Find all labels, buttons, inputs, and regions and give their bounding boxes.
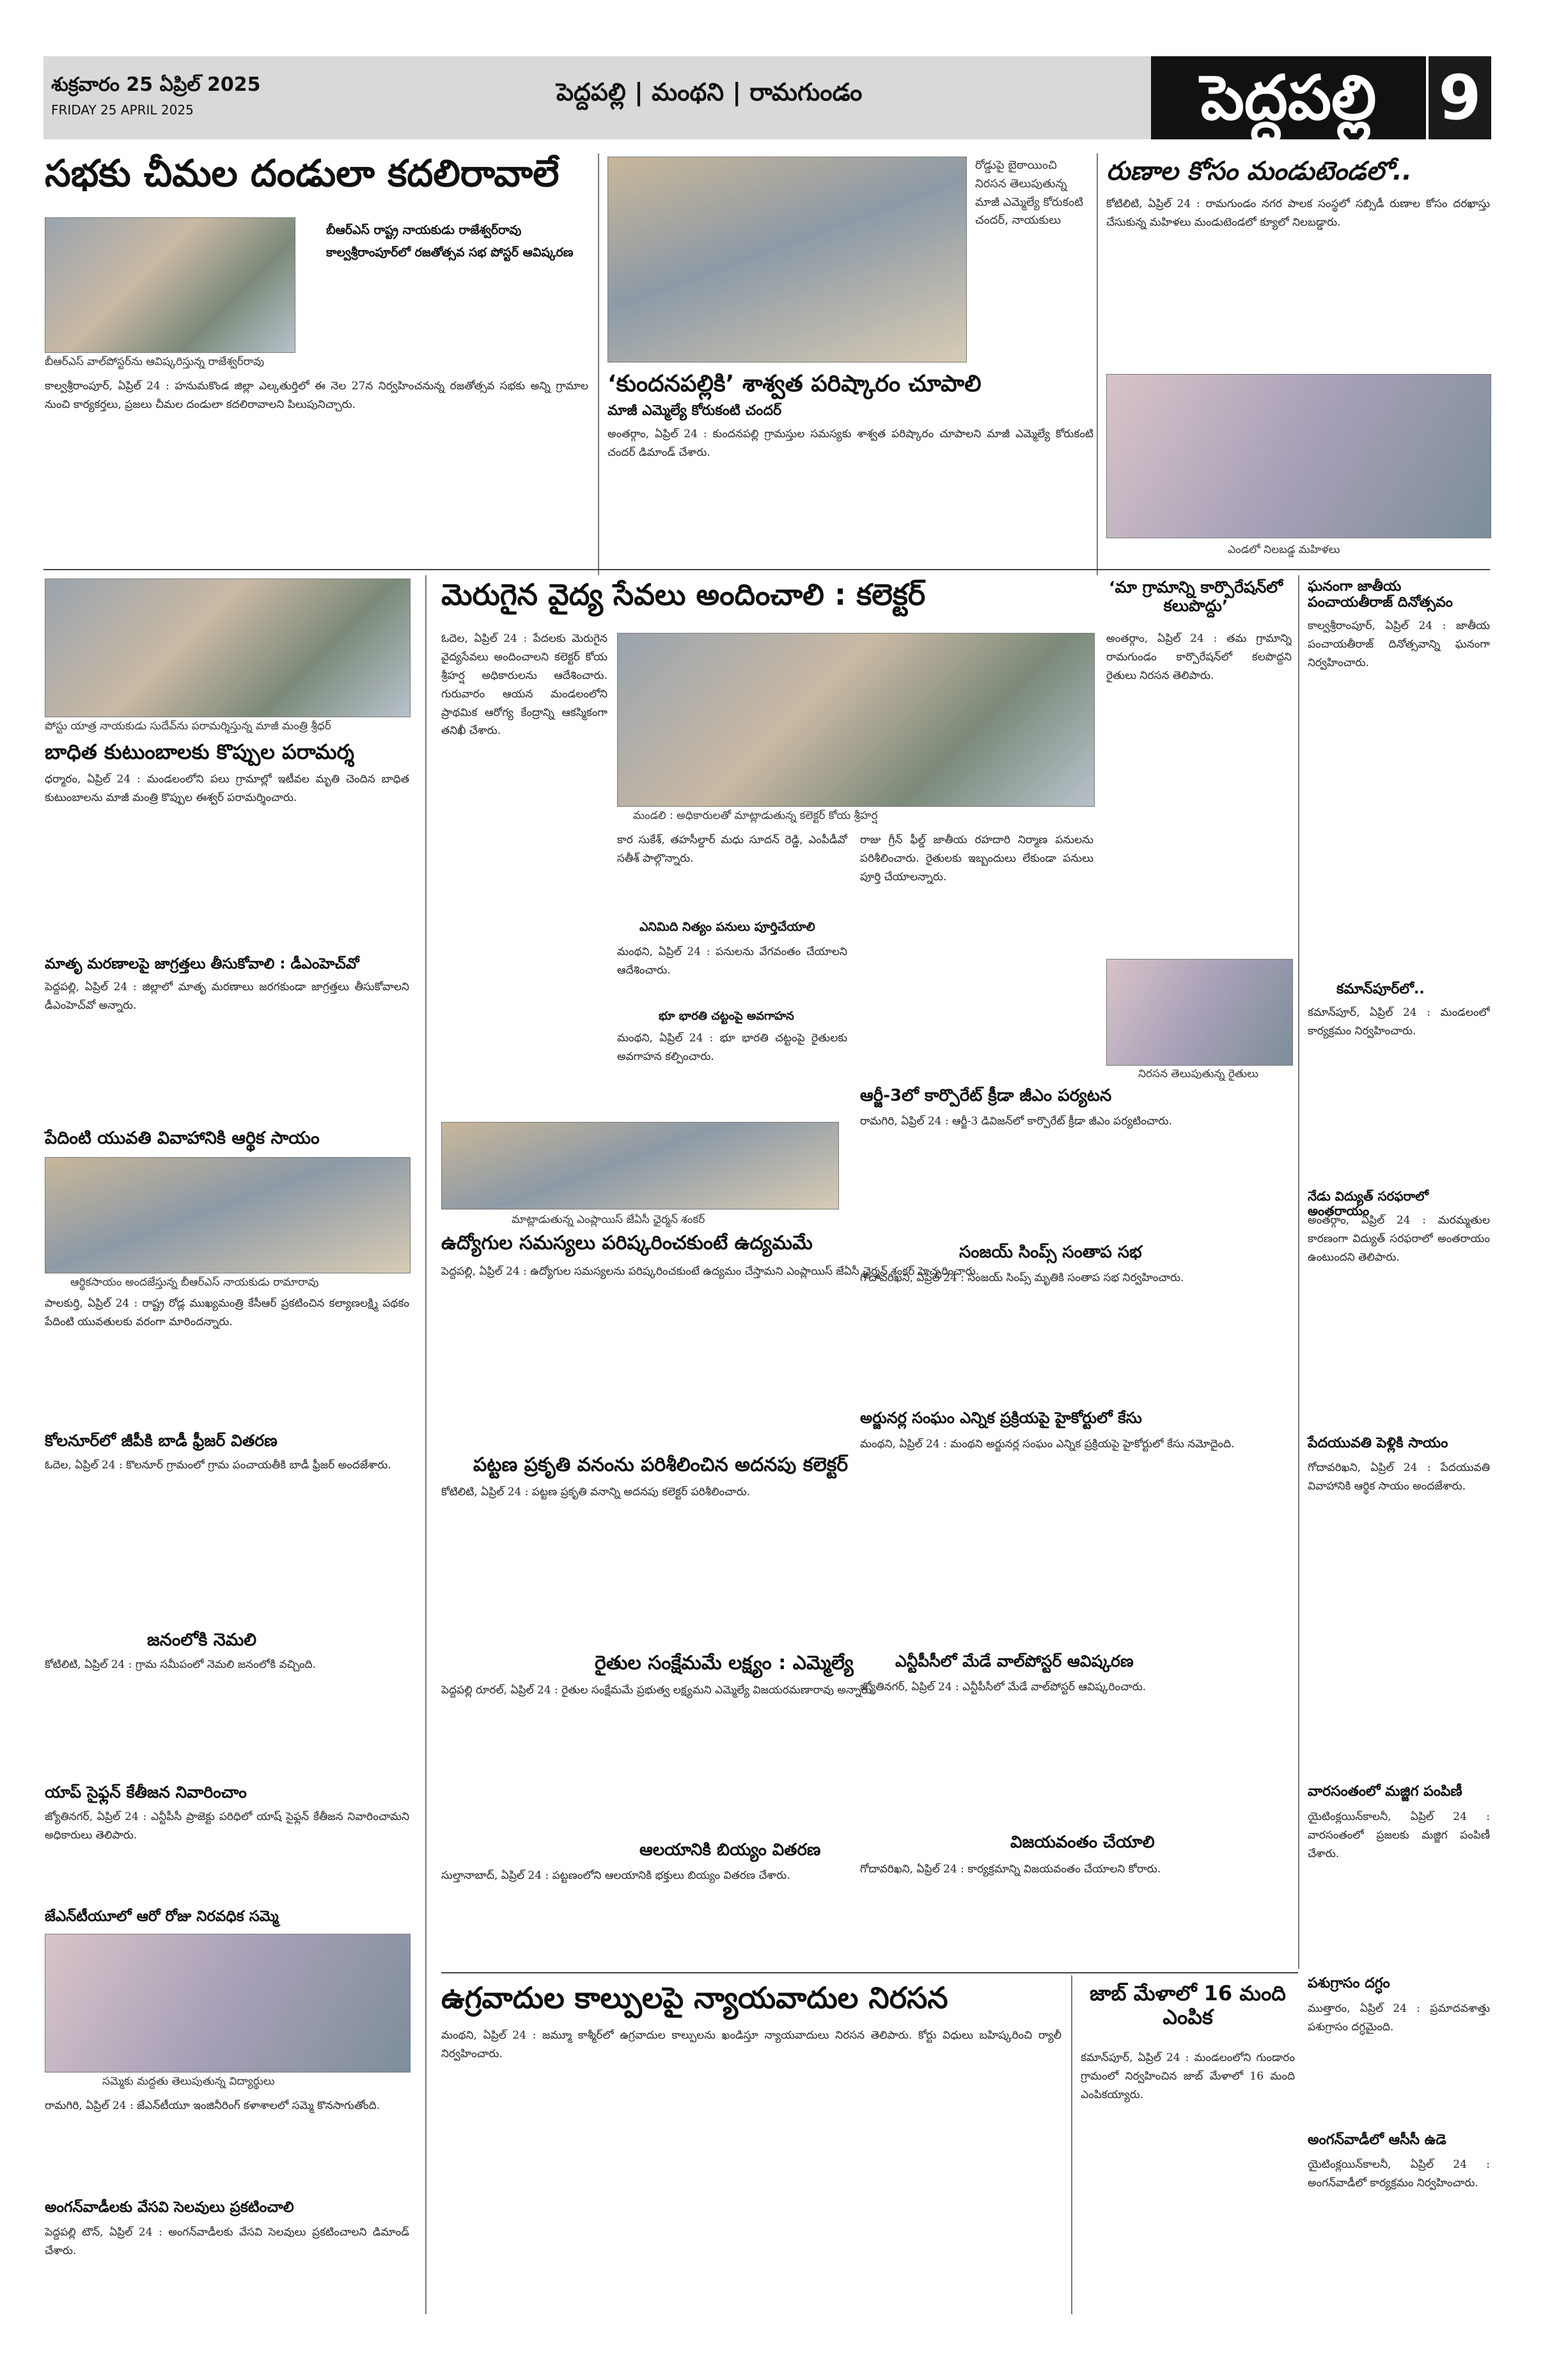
section-rule — [441, 1972, 1298, 1973]
masthead-places: పెద్దపల్లి | మంథని | రామగుండం — [556, 78, 863, 106]
column-rule — [425, 575, 427, 2314]
body-text-s26: గోదావరిఖని, ఏప్రిల్ 24 : సంజయ్ సింప్స్ మృతికి సంతాప సభ నిర్వహించారు. — [860, 1272, 1184, 1284]
headline-s21: ఉద్యోగుల సమస్యలు పరిష్కరించకుంటే ఉద్యమమే — [441, 1232, 813, 1254]
headline-s1: సభకు చీమల దండులా కదలిరావాలే — [45, 152, 560, 195]
caption-s6: నిరసన తెలుపుతున్న రైతులు — [1138, 1068, 1259, 1080]
body-text-s22: కోటిలిటి, ఏప్రిల్ 24 : పట్టణ ప్రకృతి వనాన్ని అదనపు కలెక్టర్ పరిశీలించారు. — [441, 1486, 751, 1498]
headline-s29: విజయవంతం చేయాలి — [1010, 1833, 1155, 1852]
headline-s31: జాబ్ మేళాలో 16 మంది ఎంపిక — [1090, 1981, 1286, 2029]
body-text-s5-col4: మంథని, ఏప్రిల్ 24 : భూ భారతి చట్టంపై రైతులకు అవగాహన కల్పించారు. — [617, 1032, 847, 1063]
headline-s6: ‘మా గ్రామాన్ని కార్పొరేషన్‌లో కలుపొద్దు’ — [1108, 578, 1283, 615]
body-text-s11: యైటింక్లయిన్‌కాలనీ, ఏప్రిల్ 24 : వారసంతంలో ప్రజలకు మజ్జిగ పంపిణీ చేశారు. — [1308, 1810, 1490, 1860]
body-text-s14: పెద్దపల్లి, ఏప్రిల్ 24 : జిల్లాలో మాతృ మరణాలు జరగకుండా జాగ్రత్తలు తీసుకోవాలని డీఎంహెచ్‌వో అన్నారు. — [45, 981, 409, 1012]
headline-s22: పట్టణ ప్రకృతి వనంను పరిశీలించిన అదనపు కలెక్టర్ — [473, 1454, 849, 1476]
headline-s24: ఆలయానికి బియ్యం వితరణ — [639, 1840, 821, 1860]
page-number: 9 — [1426, 56, 1491, 139]
photo-s5 — [617, 633, 1095, 807]
photo-s3 — [1106, 374, 1491, 538]
body-text-s20: పెద్దపల్లి టౌన్, ఏప్రిల్ 24 : అంగన్‌వాడీలకు వేసవి సెలవులు ప్రకటించాలని డిమాండ్ చేశారు. — [45, 2226, 409, 2257]
body-text-s23: పెద్దపల్లి రూరల్, ఏప్రిల్ 24 : రైతుల సంక్షేమమే ప్రభుత్వ లక్ష్యమని ఎమ్మెల్యే విజయరమణారావు అన్నారు. — [441, 1684, 875, 1697]
body-text-s5-col5: రాజు గ్రీన్ ఫీల్డ్ జాతీయ రహదారి నిర్మాణ పనులను పరిశీలించారు. రైతులకు ఇబ్బందులు లేకుండా పనులు పూర్తి చేయాలన్నారు. — [860, 834, 1093, 883]
body-text-s10: గోదావరిఖని, ఏప్రిల్ 24 : పేదయువతి వివాహానికి ఆర్థిక సాయం అందజేశారు. — [1308, 1461, 1490, 1493]
photo-s15 — [45, 1157, 411, 1273]
subheading-s5-2: భూ భారతి చట్టంపై అవగాహన — [659, 1009, 794, 1023]
body-text-s6: అంతర్గాం, ఏప్రిల్ 24 : తమ గ్రామాన్ని రామగుండం కార్పొరేషన్‌లో కలపొద్దని రైతులు నిరసన తెలిపారు. — [1106, 632, 1292, 682]
headline-s10: పేదయువతి పెళ్లికి సాయం — [1308, 1435, 1448, 1451]
caption-s4: పోస్టు యాత్ర నాయకుడు సుదేవ్‌ను పరామర్శిస్తున్న మాజీ మంత్రి శ్రీధర్ — [45, 720, 331, 733]
photo-s21 — [441, 1122, 839, 1209]
masthead-title: పెద్దపల్లి — [1151, 56, 1426, 139]
body-text-s21: పెద్దపల్లి, ఏప్రిల్ 24 : ఉద్యోగుల సమస్యలను పరిష్కరించకుంటే ఉద్యమం చేస్తామని ఎంప్లాయిస్ జేఏసీ ఛైర్మన్ శంకర్ హెచ్చరించారు. — [441, 1265, 980, 1278]
headline-s20: అంగన్‌వాడీలకు వేసవి సెలవులు ప్రకటించాలి — [45, 2199, 294, 2216]
headline-s30: ఉగ్రవాదుల కాల్పులపై న్యాయవాదుల నిరసన — [441, 1980, 948, 2015]
body-text-s5-col2: కార సుకేశ్, తహసీల్దార్ మధు సూదన్ రెడ్డి, ఎంపీడీవో సతీశ్ పాల్గొన్నారు. — [617, 834, 847, 865]
headline-s18: యాప్ సైఫ్లన్ కేతీజన నివారించాం — [45, 1783, 247, 1801]
masthead-date-telugu: శుక్రవారం 25 ఏప్రిల్ 2025 — [51, 74, 261, 96]
caption-s19: సమ్మెకు మద్దతు తెలుపుతున్న విద్యార్థులు — [102, 2075, 275, 2088]
body-text-s25: రామగిరి, ఏప్రిల్ 24 : ఆర్జీ-3 డివిజన్‌లో కార్పొరేట్ క్రీడా జీఎం పర్యటించారు. — [860, 1115, 1172, 1128]
body-text-s7: కాల్వశ్రీరాంపూర్, ఏప్రిల్ 24 : జాతీయ పంచాయతీరాజ్ దినోత్సవాన్ని ఘనంగా నిర్వహించారు. — [1308, 619, 1490, 669]
body-text-s27: మంథని, ఏప్రిల్ 24 : మంథని అర్జునర్ల సంఘం ఎన్నిక ప్రక్రియపై హైకోర్టులో కేసు నమోదైంది. — [860, 1438, 1235, 1451]
body-text-s28: జ్యోతినగర్, ఏప్రిల్ 24 : ఎన్టీపీసీలో మేడే వాల్‌పోస్టర్ ఆవిష్కరించారు. — [860, 1681, 1147, 1693]
subheading-s5-1: ఎనిమిది నిత్యం పనులు పూర్తిచేయాలి — [639, 920, 815, 934]
section-rule — [43, 569, 1490, 570]
headline-s19: జేఎన్‌టీయూలో ఆరో రోజు నిరవధిక సమ్మె — [45, 1908, 279, 1925]
headline-s9: నేడు విద్యుత్ సరఫరాలో అంతరాయం — [1308, 1188, 1429, 1218]
photo-s6 — [1106, 959, 1293, 1066]
body-text-s5-col3: మంథని, ఏప్రిల్ 24 : పనులను వేగవంతం చేయాలని ఆదేశించారు. — [617, 945, 847, 977]
body-text-s15: పాలకుర్తి, ఏప్రిల్ 24 : రాష్ట్ర రోడ్ల ముఖ్యమంత్రి కేసీఆర్ ప్రకటించిన కల్యాణలక్ష్మి పథకం పేదింటి యువతులకు వరంగా మారిందన్నారు. — [45, 1297, 409, 1328]
headline-s8: కమాన్‌పూర్‌లో.. — [1336, 981, 1425, 997]
headline-s25: ఆర్జీ-3లో కార్పొరేట్ క్రీడా జీఎం పర్యటన — [860, 1086, 1112, 1105]
body-text-s2: అంతర్గాం, ఏప్రిల్ 24 : కుందనపల్లి గ్రామస్తుల సమస్యకు శాశ్వత పరిష్కారం చూపాలని మాజీ ఎమ్మెల్యే కోరుకంటి చందర్ డిమాండ్ చేశారు. — [607, 428, 1093, 459]
body-text-s1: కాల్వశ్రీరాంపూర్, ఏప్రిల్ 24 : హనుమకొండ జిల్లా ఎల్కతుర్తిలో ఈ నెల 27న నిర్వహించనున్న రజతోత్సవ సభకు అన్ని గ్రామాల నుంచి కార్యకర్తలు, ప్రజలు చీమల దండులా కదలిరావాలని పిలుపునిచ్చారు. — [45, 380, 588, 411]
headline-s27: అర్జునర్ల సంఘం ఎన్నిక ప్రక్రియపై హైకోర్టులో కేసు — [860, 1409, 1142, 1427]
headline-s12: పశుగ్రాసం దగ్ధం — [1308, 1975, 1390, 1991]
headline-s3: రుణాల కోసం మండుటెండలో.. — [1106, 157, 1412, 186]
body-text-s3: కోటిలిటి, ఏప్రిల్ 24 : రామగుండం నగర పాలక సంస్థలో సబ్సిడీ రుణాల కోసం దరఖాస్తు చేసుకున్న మహిళలు మండుటెండలో క్యూలో నిలబడ్డారు. — [1106, 198, 1490, 229]
headline-s17: జనంలోకి నెమలి — [147, 1630, 257, 1650]
body-text-s4: ధర్మారం, ఏప్రిల్ 24 : మండలంలోని పలు గ్రామాల్లో ఇటీవల మృతి చెందిన బాధిత కుటుంబాలను మాజీ మంత్రి కొప్పుల ఈశ్వర్ పరామర్శించారు. — [45, 773, 409, 804]
caption-s15: ఆర్థికసాయం అందజేస్తున్న బీఆర్ఎస్ నాయకుడు రామారావు — [70, 1276, 319, 1289]
caption-s5: మండలి : అధికారులతో మాట్లాడుతున్న కలెక్టర్ కోయ శ్రీహర్ష — [633, 809, 878, 822]
photo-s4 — [45, 579, 411, 717]
body-text-s17: కోటిలిటి, ఏప్రిల్ 24 : గ్రామ సమీపంలో నెమలి జనంలోకి వచ్చింది. — [45, 1658, 317, 1671]
column-rule — [598, 153, 599, 575]
headline-s7: ఘనంగా జాతీయ పంచాయతీరాజ్ దినోత్సవం — [1308, 579, 1453, 611]
headline-s15: పేదింటి యువతి వివాహానికి ఆర్థిక సాయం — [45, 1128, 320, 1148]
column-rule — [1097, 153, 1098, 575]
headline-s11: వారసంతంలో మజ్జిగ పంపిణీ — [1308, 1784, 1462, 1800]
caption-s2: రోడ్డుపై బైఠాయించి నిరసన తెలుపుతున్న మాజీ ఎమ్మెల్యే కోరుకంటి చందర్, నాయకులు — [975, 159, 1084, 228]
body-text-s29: గోదావరిఖని, ఏప్రిల్ 24 : కార్యక్రమాన్ని విజయవంతం చేయాలని కోరారు. — [860, 1863, 1161, 1876]
caption-s21: మాట్లాడుతున్న ఎంప్లాయిస్ జేఏసీ ఛైర్మన్ శంకర్ — [512, 1213, 705, 1226]
body-text-s16: ఓదెల, ఏప్రిల్ 24 : కొలనూర్ గ్రామంలో గ్రామ పంచాయతీకి బాడీ ఫ్రీజర్ అందజేశారు. — [45, 1459, 391, 1472]
body-text-s30: మంథని, ఏప్రిల్ 24 : జమ్మూ కాశ్మీర్‌లో ఉగ్రవాదుల కాల్పులను ఖండిస్తూ న్యాయవాదులు నిరసన తెలిపారు. కోర్టు విధులు బహిష్కరించి ర్యాలీ నిర్వహించారు. — [441, 2029, 1061, 2060]
body-text-s8: కమాన్‌పూర్, ఏప్రిల్ 24 : మండలంలో కార్యక్రమం నిర్వహించారు. — [1308, 1006, 1490, 1038]
column-rule — [1071, 1975, 1072, 2314]
body-text-s31: కమాన్‌పూర్, ఏప్రిల్ 24 : మండలంలోని గుండారం గ్రామంలో నిర్వహించిన జాబ్ మేళాలో 16 మంది ఎంపికయ్యారు. — [1081, 2051, 1295, 2101]
headline-s26: సంజయ్ సింప్స్ సంతాప సభ — [959, 1243, 1142, 1262]
caption-s1: బీఆర్ఎస్ వాల్‌పోస్టర్‌ను ఆవిష్కరిస్తున్న రాజేశ్వర్‌రావు — [45, 355, 265, 368]
bullet-s1-2: కాల్వశ్రీరాంపూర్‌లో రజతోత్సవ సభ పోస్టర్ ఆవిష్కరణ — [326, 245, 574, 260]
masthead-date-english: FRIDAY 25 APRIL 2025 — [51, 102, 194, 118]
body-text-s9: అంతర్గాం, ఏప్రిల్ 24 : మరమ్మతుల కారణంగా విద్యుత్ సరఫరాలో అంతరాయం ఉంటుందని తెలిపారు. — [1308, 1214, 1490, 1264]
headline-s13: అంగన్‌వాడీలో ఆసీసీ ఉడె — [1308, 2132, 1446, 2148]
body-text-s18: జ్యోతినగర్, ఏప్రిల్ 24 : ఎన్టీపీసీ ప్రాజెక్టు పరిధిలో యాష్ సైఫ్లన్ కేతీజన నివారించామని అధికారులు తెలిపారు. — [45, 1810, 409, 1842]
headline-s28: ఎన్టీపీసీలో మేడే వాల్‌పోస్టర్ ఆవిష్కరణ — [895, 1652, 1134, 1670]
body-text-s13: యైటింక్లయిన్‌కాలనీ, ఏప్రిల్ 24 : అంగన్‌వాడీలో కార్యక్రమం నిర్వహించారు. — [1308, 2158, 1490, 2189]
headline-s4: బాధిత కుటుంబాలకు కొప్పుల పరామర్శ — [45, 740, 355, 764]
headline-s5: మెరుగైన వైద్య సేవలు అందించాలి : కలెక్టర్ — [441, 577, 926, 612]
body-text-s5-col1: ఓదెల, ఏప్రిల్ 24 : పేదలకు మెరుగైన వైద్యసేవలు అందించాలని కలెక్టర్ కోయ శ్రీహర్ష అధికారులను ఆదేశించారు. గురువారం ఆయన మండలంలోని ప్రాథమిక ఆరోగ్య కేంద్రాన్ని ఆకస్మికంగా తనిఖీ చేశారు. — [441, 632, 607, 738]
body-text-s19: రామగిరి, ఏప్రిల్ 24 : జేఎన్‌టీయూ ఇంజినీరింగ్ కళాశాలలో సమ్మె కొనసాగుతోంది. — [45, 2099, 380, 2112]
body-text-s12: ముత్తారం, ఏప్రిల్ 24 : ప్రమాదవశాత్తు పశుగ్రాసం దగ్ధమైంది. — [1308, 2002, 1490, 2034]
caption-s3: ఎండలో నిలబడ్డ మహిళలు — [1228, 543, 1340, 556]
photo-s1 — [45, 217, 295, 353]
photo-s19 — [45, 1934, 411, 2073]
headline-s14: మాతృ మరణాలపై జాగ్రత్తలు తీసుకోవాలి : డీఎంహెచ్‌వో — [45, 956, 359, 972]
headline-s2: ‘కుందనపల్లికి’ శాశ్వత పరిష్కారం చూపాలి — [607, 371, 982, 397]
headline-s23: రైతుల సంక్షేమమే లక్ష్యం : ఎమ్మెల్యే — [595, 1652, 854, 1674]
subheading-s2: మాజీ ఎమ్మెల్యే కోరుకంటి చందర్ — [607, 403, 782, 419]
column-rule — [1298, 575, 1299, 1969]
bullet-s1-1: బీఆర్ఎస్ రాష్ట్ర నాయకుడు రాజేశ్వర్‌రావు — [326, 223, 522, 237]
headline-s16: కోలనూర్‌లో జీపీకి బాడీ ఫ్రీజర్ వితరణ — [45, 1431, 278, 1450]
photo-s2 — [607, 157, 967, 362]
body-text-s24: సుల్తానాబాద్, ఏప్రిల్ 24 : పట్టణంలోని ఆలయానికి భక్తులు బియ్యం వితరణ చేశారు. — [441, 1869, 790, 1882]
